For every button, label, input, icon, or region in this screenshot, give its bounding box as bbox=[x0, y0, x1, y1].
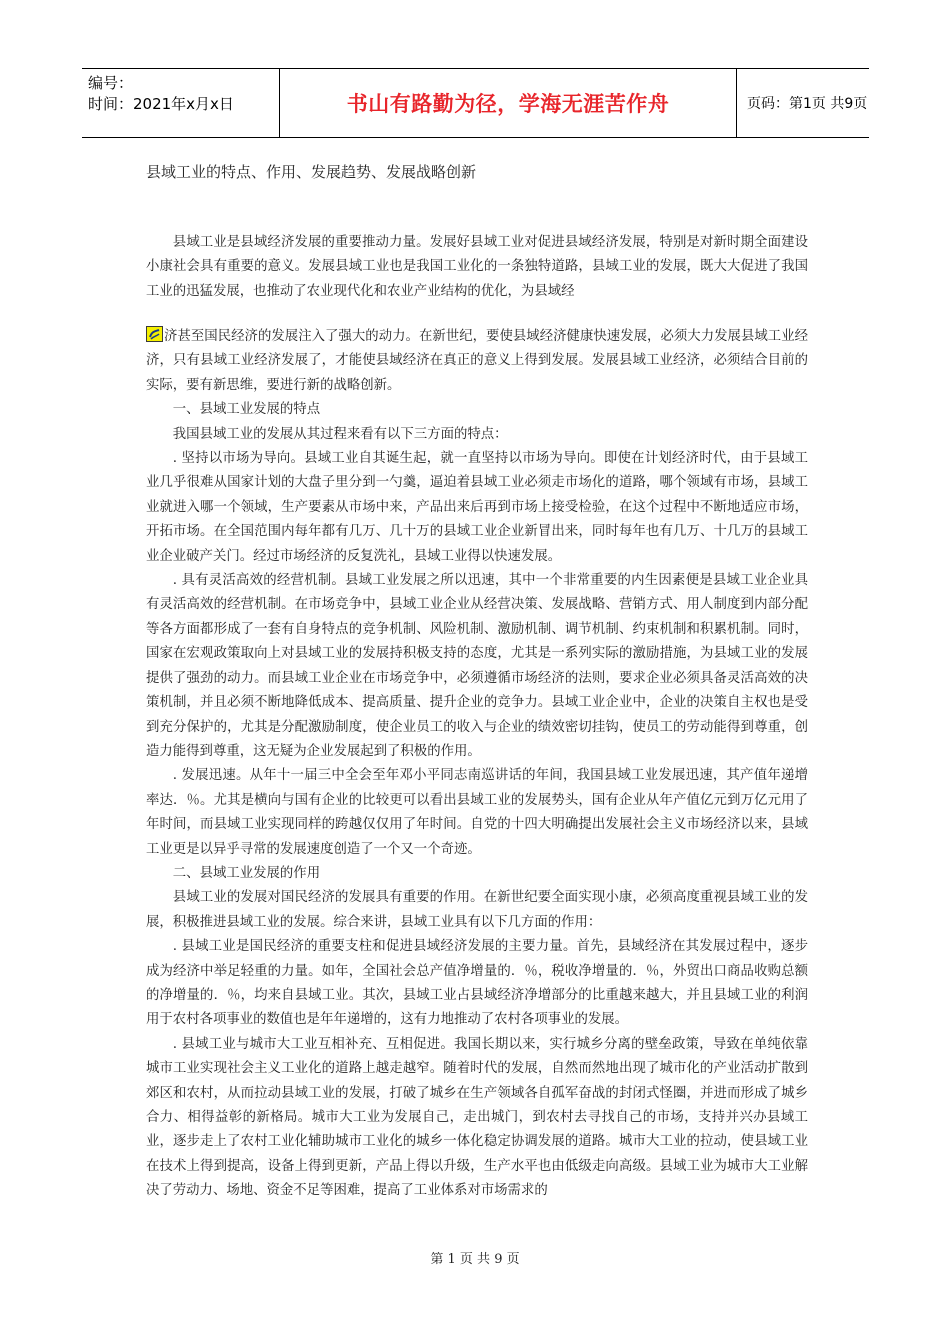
section1-point-3: . 发展迅速。从年十一届三中全会至年邓小平同志南巡讲话的年间，我国县域工业发展迅速，其产值年递增率达．％。尤其是横向与国有企业的比较更可以看出县域工业的发展势头，国有企业从年产值亿元到万亿元用了年时间，而县域工业实现同样的跨越仅仅用了年时间。自党的十四大明确提出发展社会主义市场经济以来，县域工业更是以异乎寻常的发展速度创造了一个又一个奇迹。 bbox=[146, 768, 808, 857]
document-link-icon[interactable] bbox=[146, 326, 163, 342]
section1-intro: 我国县域工业的发展从其过程来看有以下三方面的特点： bbox=[172, 426, 508, 442]
section1-heading: 一、县域工业发展的特点 bbox=[172, 402, 321, 418]
section2-point-2: . 县域工业与城市大工业互相补充、互相促进。我国长期以来，实行城乡分离的壁垒政策，导致在单纯依靠城市工业实现社会主义工业化的道路上越走越窄。随着时代的发展，自然而然地出现了城市化的产业活动扩散到郊区和农村，从而拉动县域工业的发展，打破了城乡在生产领域各自孤军奋战的封闭式怪圈，并进而形成了城乡合力、相得益彰的新格局。城市大工业为发展自己，走出城门，到农村去寻找自己的市场，支持并兴办县域工业，逐步走上了农村工业化辅助城市工业化的城乡一体化稳定协调发展的道路。城市大工业的拉动，使县域工业在技术上得到提高，设备上得到更新，产品上得以升级，生产水平也由低级走向高级。县域工业为城市大工业解决了劳动力、场地、资金不足等困难，提高了工业体系对市场需求的 bbox=[146, 1036, 808, 1199]
body-block bbox=[146, 325, 808, 1204]
section1-point-1: . 坚持以市场为导向。县域工业自其诞生起，就一直坚持以市场为导向。即使在计划经济时代，由于县域工业几乎很难从国家计划的大盘子里分到一勺羹，逼迫着县域工业必须走市场化的道路，哪个领域有市场，县域工业就进入哪一个领域，生产要素从市场中来，产品出来后再到市场上接受检验，在这个过程中不断地适应市场，开拓市场。在全国范围内每年都有几万、几十万的县域工业企业新冒出来，同时每年也有几万、十几万的县域工业企业破产关门。经过市场经济的反复洗礼，县域工业得以快速发展。 bbox=[146, 451, 808, 564]
section1-point-2: . 具有灵活高效的经营机制。县域工业发展之所以迅速，其中一个非常重要的内生因素便是县域工业企业具有灵活高效的经营机制。在市场竞争中，县域工业企业从经营决策、发展战略、营销方式、用人制度到内部分配等各方面都形成了一套有自身特点的竞争机制、风险机制、激励机制、调节机制、约束机制和积累机制。同时，国家在宏观政策取向上对县域工业的发展持积极支持的态度，尤其是一系列实际的激励措施，为县域工业的发展提供了强劲的动力。而县域工业企业在市场竞争中，必须遵循市场经济的法则，要求企业必须具备灵活高效的决策机制，并且必须不断地降低成本、提高质量、提升企业的竞争力。县域工业企业中，企业的决策自主权也是受到充分保护的，尤其是分配激励制度，使企业员工的收入与企业的绩效密切挂钩，使员工的劳动能得到尊重，创造力能得到尊重，这无疑为企业发展起到了积极的作用。 bbox=[146, 573, 808, 759]
section2-intro: 县域工业的发展对国民经济的发展具有重要的作用。在新世纪要全面实现小康，必须高度重视县域工业的发展，积极推进县域工业的发展。综合来讲，县域工业具有以下几方面的作用： bbox=[146, 890, 808, 930]
number-label: 编号： bbox=[88, 74, 134, 92]
date-label: 时间：2021年x月x日 bbox=[88, 95, 234, 113]
header-motto: 书山有路勤为径，学海无涯苦作舟 bbox=[280, 69, 737, 137]
continued-text: 济甚至国民经济的发展注入了强大的动力。在新世纪，要使县域经济健康快速发展，必须大力发展县域工业经济，只有县域工业经济发展了，才能使县域经济在真正的意义上得到发展。发展县域工业经济，必须结合目前的实际，要有新思维，要进行新的战略创新。 bbox=[146, 329, 808, 393]
section2-heading: 二、县域工业发展的作用 bbox=[172, 865, 321, 881]
intro-paragraph: 县域工业是县域经济发展的重要推动力量。发展好县域工业对促进县域经济发展，特别是对新时期全面建设小康社会具有重要的意义。发展县域工业也是我国工业化的一条独特道路，县域工业的发展，既大大促进了我国工业的迅猛发展，也推动了农业现代化和农业产业结构的优化，为县域经 bbox=[146, 235, 808, 299]
header-meta-cell bbox=[82, 69, 280, 137]
page-footer: 第 1 页 共 9 页 bbox=[430, 1252, 520, 1267]
section2-point-1: . 县域工业是国民经济的重要支柱和促进县域经济发展的主要力量。首先，县域经济在其发展过程中，逐步成为经济中举足轻重的力量。如年，全国社会总产值净增量的．％，税收净增量的．％，外贸出口商品收购总额的净增量的．％，均来自县域工业。其次，县域工业占县域经济净增部分的比重越来越大，并且县域工业的利润用于农村各项事业的数值也是年年递增的，这有力地推动了农村各项事业的发展。 bbox=[146, 939, 808, 1028]
header-page-info: 页码：第1页 共9页 bbox=[747, 96, 868, 112]
document-title: 县域工业的特点、作用、发展趋势、发展战略创新 bbox=[146, 163, 477, 181]
continued-paragraph bbox=[146, 325, 808, 398]
intro-block bbox=[146, 231, 808, 304]
document-header bbox=[82, 68, 869, 138]
